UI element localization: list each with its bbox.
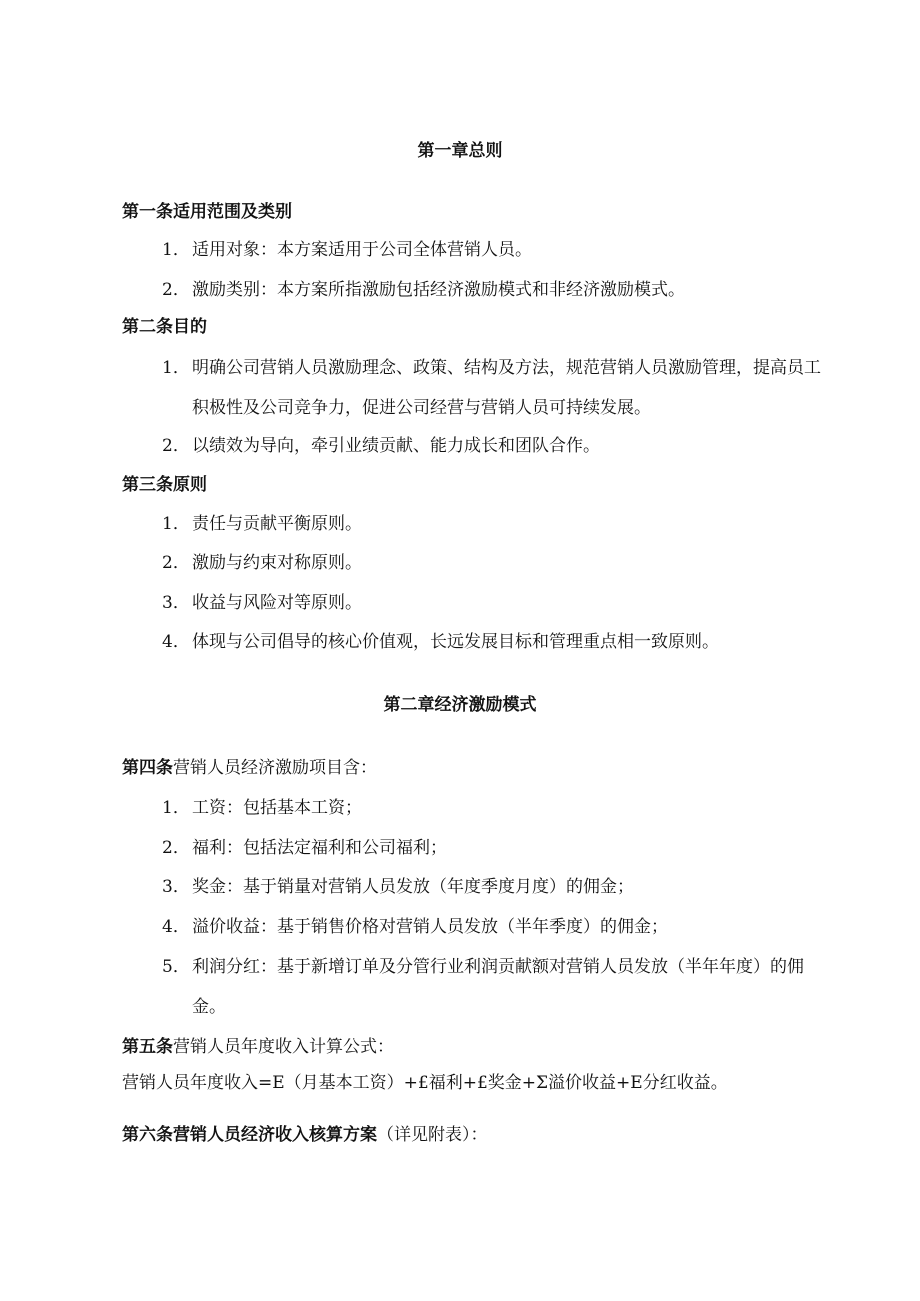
article-6-title [122,1123,488,1147]
item-text: 适用对象：本方案适用于公司全体营销人员。 [192,240,532,260]
list-item [162,867,874,907]
list-item [162,426,874,466]
article-3-title: 第三条原则 [122,475,207,495]
list-item [162,947,874,1027]
income-formula: 营销人员年度收入=E（月基本工资）+£福利+£奖金+Σ溢价收益+E分红收益。 [122,1073,728,1093]
list-item [162,348,874,428]
item-number: 3． [162,877,190,897]
item-number: 1． [162,514,190,534]
item-text: 利润分红：基于新增订单及分管行业利润贡献额对营销人员发放（半年年度）的佣 金。 [192,957,804,1017]
item-number: 1． [162,240,190,260]
item-number: 3． [162,593,190,613]
item-number: 1． [162,358,190,378]
item-text: 体现与公司倡导的核心价值观，长远发展目标和管理重点相一致原则。 [192,632,719,652]
item-text: 激励类别：本方案所指激励包括经济激励模式和非经济激励模式。 [192,280,685,300]
item-number: 5． [162,957,190,977]
item-number: 1． [162,798,190,818]
list-item [162,622,874,662]
list-item [162,788,874,828]
item-number: 2． [162,838,190,858]
article-5-label: 第五条 [122,1037,173,1057]
item-text: 福利：包括法定福利和公司福利； [192,838,447,858]
item-text: 工资：包括基本工资； [192,798,362,818]
article-1-title: 第一条适用范围及类别 [122,202,292,222]
list-item [162,907,874,947]
article-4-label: 第四条 [122,758,173,778]
item-text: 以绩效为导向，牵引业绩贡献、能力成长和团队合作。 [192,436,600,456]
article-5-text: 营销人员年度收入计算公式： [173,1037,394,1057]
article-2-title: 第二条目的 [122,317,207,337]
item-text: 溢价收益：基于销售价格对营销人员发放（半年季度）的佣金； [192,917,668,937]
article-6-label: 第六条营销人员经济收入核算方案 [122,1125,377,1145]
list-item [162,270,874,310]
list-item [162,504,874,544]
article-4-title [122,756,377,780]
list-item [162,543,874,583]
item-number: 4． [162,632,190,652]
item-text: 奖金：基于销量对营销人员发放（年度季度月度）的佣金； [192,877,634,897]
item-number: 4． [162,917,190,937]
article-6-text: （详见附表）： [377,1125,488,1145]
item-number: 2． [162,436,190,456]
item-number: 2． [162,553,190,573]
article-5-title [122,1035,394,1059]
item-text: 收益与风险对等原则。 [192,593,362,613]
chapter-1-title: 第一章总则 [417,141,503,161]
item-text: 责任与贡献平衡原则。 [192,514,362,534]
list-item [162,828,874,868]
item-number: 2． [162,280,190,300]
list-item [162,230,874,270]
chapter-2-title: 第二章经济激励模式 [383,695,537,715]
list-item [162,583,874,623]
article-4-text: 营销人员经济激励项目含： [173,758,377,778]
item-text: 明确公司营销人员激励理念、政策、结构及方法，规范营销人员激励管理，提高员工 积极性及公司竞争力，促进公司经营与营销人员可持续发展。 [192,358,821,418]
item-text: 激励与约束对称原则。 [192,553,362,573]
